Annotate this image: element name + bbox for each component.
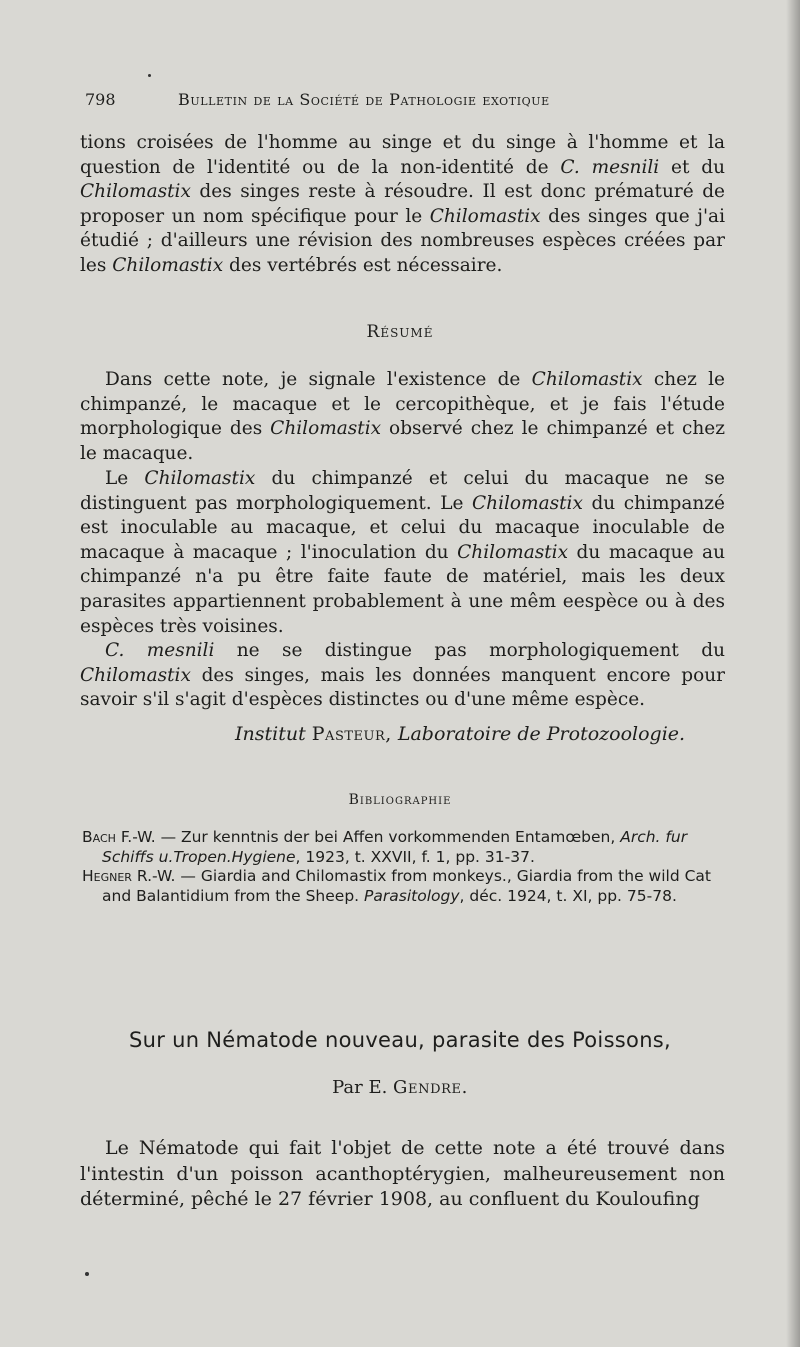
page-edge-shadow: [786, 0, 800, 1347]
resume-paragraph-1: Dans cette note, je signale l'existence de Chilomastix chez le chimpanzé, le macaque et le cercopithèque, et je fais l'étude morphologique des Chilomastix observé chez le chimpanzé et chez le macaque.: [80, 369, 725, 464]
reference-hegner: Hegner R.-W. — Giardia and Chilomastix from monkeys., Giardia from the wild Cat and Balantidium from the Sheep. Parasitology, déc. 1924, t. XI, pp. 75-78.: [82, 867, 711, 905]
page-header: [85, 90, 725, 114]
affiliation: Institut Pasteur, Laboratoire de Protozoologie.: [235, 723, 686, 745]
resume-paragraph-3: C. mesnili ne se distingue pas morphologiquement du Chilomastix des singes, mais les données manquent encore pour savoir s'il s'agit d'espèces distinctes ou d'une même espèce.: [80, 640, 725, 711]
bibliography-heading: Bibliographie: [348, 792, 452, 808]
article-byline: Par E. Gendre.: [332, 1077, 468, 1098]
resume-paragraph-2: Le Chilomastix du chimpanzé et celui du macaque ne se distinguent pas morphologiquement. Le Chilomastix du chimpanzé est inoculable au macaque, et celui du macaque inoculable de macaque à macaque ; l'inoculation du Chilomastix du macaque au chimpanzé n'a pu être faite faute de matériel, mais les deux parasites appartiennent probablement à une mêm eespèce ou à des espèces très voisines.: [80, 468, 725, 637]
article-opening-paragraph: Le Nématode qui fait l'objet de cette note a été trouvé dans l'intestin d'un poisson acanthoptérygien, malheureusement non déterminé, pêché le 27 février 1908, au confluent du Kouloufing: [80, 1137, 725, 1210]
ink-speck: [148, 74, 151, 77]
running-title: Bulletin de la Société de Pathologie exotique: [178, 90, 550, 109]
article-title: Sur un Nématode nouveau, parasite des Poissons,: [128, 1028, 672, 1052]
ink-speck: [85, 1272, 89, 1276]
bibliography-list: [82, 828, 724, 906]
page-number: 798: [85, 90, 116, 109]
resume-heading: Résumé: [366, 322, 434, 342]
reference-bach: Bach F.-W. — Zur kenntnis der bei Affen vorkommenden Entamœben, Arch. fur Schiffs u.Tropen.Hygiene, 1923, t. XXVII, f. 1, pp. 31-37.: [82, 828, 688, 866]
intro-paragraph: tions croisées de l'homme au singe et du singe à l'homme et la question de l'identité ou de la non-identité de C. mesnili et du Chilomastix des singes reste à résoudre. Il est donc prématuré de proposer un nom spécifique pour le Chilomastix des singes que j'ai étudié ; d'ailleurs une révision des nombreuses espèces créées par les Chilomastix des vertébrés est nécessaire.: [80, 132, 725, 276]
